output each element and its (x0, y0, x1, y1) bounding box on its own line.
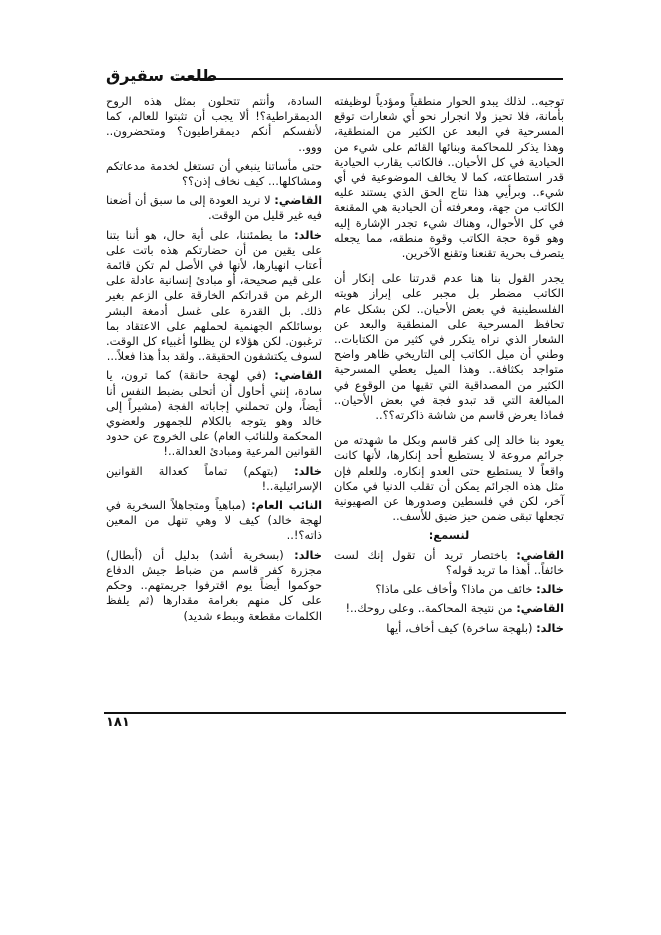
dialogue-text: باختصار تريد أن تقول إنك لست خائفاً.. أهذا ما تريد قوله؟ (334, 547, 564, 577)
speaker-name: القاضي: (274, 193, 323, 208)
running-header-author: طلعت سقيرق (106, 66, 218, 85)
dialogue-line (106, 193, 322, 223)
paragraph: توجيه.. لذلك يبدو الحوار منطقياً ومؤدياً لوظيفته بأمانة، فلا تحيز ولا انجرار نحو أي شعارات توقع المسرحية في البعد عن الكثير من المنطقية، وهذا يذكر للمحاكمة وبنائها القائم على شيء من الحيادية في كل الأحيان.. فالكاتب يقارب الحيادية قدر استطاعته، كما لا يخالف الموضوعية في أي شيء.. وبرأيي هذا نتاج الحق الذي يستند عليه الكاتب من جهة، ومعرفته أن الحيادية هي المقنعة في كل الأحوال، وهناك شيء تجدر الإشارة إليه وهو قوة حجة الكاتب وقوة منطقه، مما يجعله يتصرف بحرية تقنعنا وتقنع الآخرين. (334, 94, 564, 261)
dialogue-text: من نتيجة المحاكمة.. وعلى روحك..! (345, 601, 513, 616)
dialogue-line (334, 621, 564, 636)
dialogue-line (334, 548, 564, 578)
dialogue-line (334, 601, 564, 616)
speaker-name: خالد: (536, 582, 564, 597)
dialogue-line (106, 368, 322, 459)
dialogue-text: (في لهجة حانقة) كما ترون، يا سادة، إنني أحاول أن أتحلى بضبط النفس أنا أيضاً، ولن تحملني إجاباته الفجة (مشيراً إلى خالد وهو يتوجه بالكلام للجمهور ولعضوي المحكمة وللنائب العام) على الخروج عن حدود القوانين المرعية ومبادئ العدالة..! (106, 368, 322, 459)
header-rule (176, 78, 563, 80)
dialogue-line (106, 548, 322, 624)
left-column (106, 94, 322, 628)
dialogue-text: (بسخرية أشد) بدليل أن (أبطال) مجزرة كفر قاسم من ضباط جيش الدفاع حوكموا أيضاً يوم اقترفوا جريمتهم.. وحكم على كل منهم بغرامة مقدارها (ثم يلفظ الكلمات مقطعة وببطء شديد) (106, 547, 322, 623)
speaker-name: خالد: (294, 547, 322, 562)
speaker-name: القاضي: (516, 601, 564, 616)
paragraph: يعود بنا خالد إلى كفر قاسم وبكل ما شهدته من جرائم مروعة لا يستطيع أحد إنكارها، لأنها كانت واقعاً لا يستطيع حتى العدو إنكاره. وللعلم فإن مثل هذه الجرائم يمكن أن تقلب الدنيا في مكان آخر، لكن في فلسطين وصدورها عن الصهيونية تجعلها تبقى ضمن حيز ضيق للأسف.. (334, 433, 564, 524)
right-column (334, 94, 564, 640)
dialogue-text: (بلهجة ساخرة) كيف أخاف، أيها (386, 620, 533, 635)
footer-rule (104, 712, 566, 714)
page-number: ١٨١ (106, 715, 130, 730)
dialogue-line (334, 582, 564, 597)
dialogue-line (106, 228, 322, 365)
speaker-name: القاضي: (516, 547, 564, 562)
dialogue-text: (بتهكم) تماماً كعدالة القوانين الإسرائيلية..! (106, 463, 322, 493)
speaker-name: خالد: (536, 620, 564, 635)
speaker-name: خالد: (294, 227, 322, 242)
speaker-name: القاضي: (274, 368, 323, 383)
dialogue-text: خائف من ماذا؟ وأخاف على ماذا؟ (375, 582, 533, 597)
paragraph: حتى مأساتنا ينبغي أن تستغل لخدمة مدعاتكم ومشاكلها... كيف نخاف إذن؟؟ (106, 158, 322, 189)
dialogue-text: (مباهياً ومتجاهلاً السخرية في لهجة خالد) كيف لا وهي تنهل من المعين ذاته؟!.. (106, 498, 322, 543)
dialogue-line (106, 464, 322, 494)
dialogue-line (106, 498, 322, 544)
paragraph: يجدر القول بنا هنا عدم قدرتنا على إنكار أن الكاتب مضطر بل مجبر على إبراز هويته الفلسطينية في بعض الأحيان.. لكن بشكل عام تحافظ المسرحية على المنطقية والبعد عن الشعار الذي نراه يتكرر في كثير من الكتابات.. وطني أن ميل الكاتب إلى التاريخي ظاهر واضح متواجد بكثافة.. وهذا الميل يعطي المسرحية الكثير من المصداقية التي تقيها من الوقوع في المبالغة التي قد تبدو فجة في بعض الأحيان.. فماذا يعرض قاسم من شاشة ذاكرته؟؟.. (334, 271, 564, 423)
dialogue-text: ما يطمئننا، على أية حال، هو أننا بتنا على يقين من أن حضارتكم هذه باتت على أعتاب انهيارها، لأنها في الأصل لم تكن قائمة على قيم صحيحة، أو مبادئ إنسانية عادلة على الرغم من قدراتكم الخارقة على الزعم بغير ذلك. بل القدرة على غسل أدمغة البشر بوسائلكم الجهنمية لحملهم على الاعتقاد بما ترغبون. لكن هؤلاء لن يظلوا أغبياء كل الوقت. لسوف يكتشفون الحقيقة.. ولقد بدأ هذا فعلاً... (106, 227, 322, 364)
paragraph: السادة، وأنتم تتحلون بمثل هذه الروح الديمقراطية؟! ألا يجب أن تثبتوا للعالم، كما لأنفسكم أنكم ديمقراطيون؟ ومتحضرون.. ووو.. (106, 94, 322, 154)
dialogue-intro: لنسمع: (428, 528, 470, 543)
speaker-name: خالد: (294, 463, 322, 478)
speaker-name: النائب العام: (251, 498, 323, 513)
dialogue-text: لا نريد العودة إلى ما سبق أن أضعنا فيه غير قليل من الوقت. (106, 193, 322, 223)
